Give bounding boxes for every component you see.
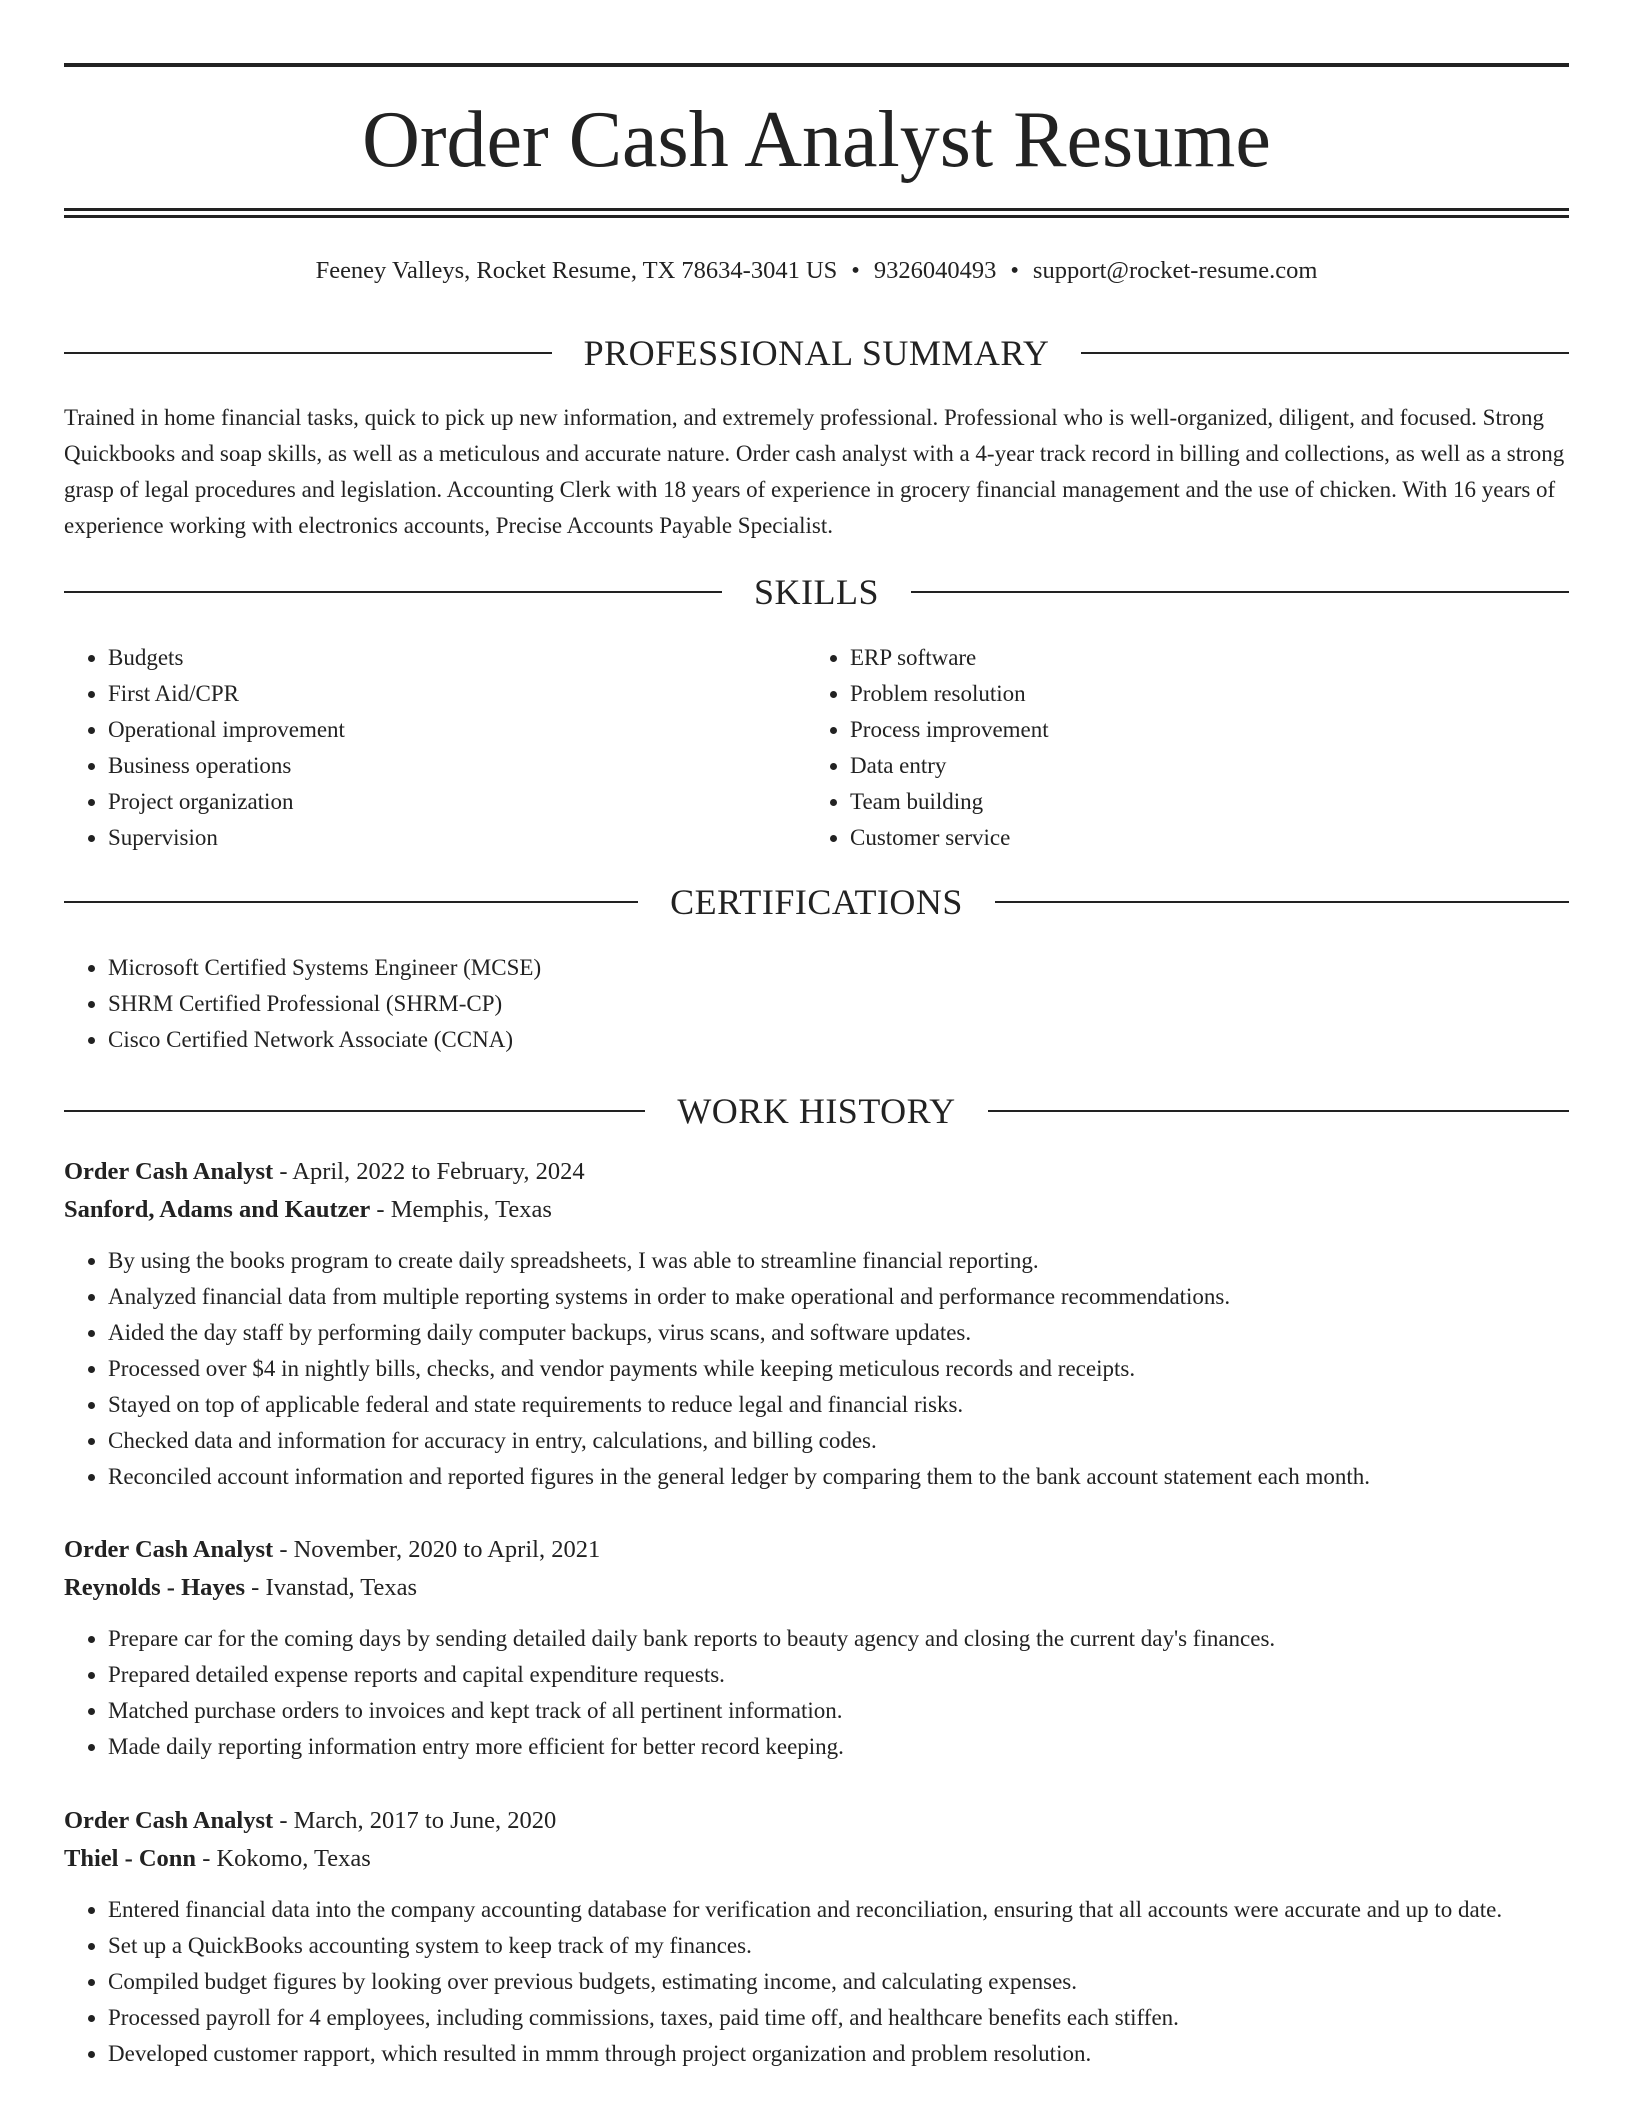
section-heading-work-history xyxy=(64,1089,1569,1133)
job-dates: - April, 2022 to February, 2024 xyxy=(273,1158,585,1185)
job-duty: • Compiled budget figures by looking over previous budgets, estimating income, and calculating expenses. xyxy=(108,1964,1569,2000)
job-company-line xyxy=(64,1191,1569,1229)
job-duties-list xyxy=(64,1621,1569,1765)
job-duty: • Set up a QuickBooks accounting system to keep track of my finances. xyxy=(108,1928,1569,1964)
certifications-block xyxy=(64,950,1569,1058)
job-duty: • Matched purchase orders to invoices and kept track of all pertinent information. xyxy=(108,1693,1569,1729)
contact-line xyxy=(64,254,1569,288)
job-duty: • By using the books program to create daily spreadsheets, I was able to streamline financial reporting. xyxy=(108,1243,1569,1279)
job-company: Thiel - Conn xyxy=(64,1845,197,1872)
job-title: Order Cash Analyst xyxy=(64,1807,274,1834)
section-title: PROFESSIONAL SUMMARY xyxy=(583,333,1050,373)
job-title-line xyxy=(64,1531,1569,1569)
section-heading-skills xyxy=(64,570,1569,614)
page-title: Order Cash Analyst Resume xyxy=(362,96,1271,184)
skills-column-left xyxy=(64,640,804,856)
job-company-line xyxy=(64,1569,1569,1607)
summary-text: Trained in home financial tasks, quick to pick up new information, and extremely professional. Professional who is well-organized, diligent, and focused. Strong Quickbooks and soap skills, as well as a meticulous and accurate nature. Order cash analyst with a 4-year track record in billing and collections, as well as a strong grasp of legal procedures and legislation. Accounting Clerk with 18 years of experience in grocery financial management and the use of chicken. With 16 years of experience working with electronics accounts, Precise Accounts Payable Specialist. xyxy=(64,405,1565,538)
job-duty: • Aided the day staff by performing daily computer backups, virus scans, and software updates. xyxy=(108,1315,1569,1351)
skill-item: • Customer service xyxy=(850,820,1546,856)
heading-rule-left xyxy=(64,1110,645,1112)
heading-rule-right xyxy=(1081,352,1569,354)
job-duty: • Developed customer rapport, which resulted in mmm through project organization and problem resolution. xyxy=(108,2036,1569,2072)
job-dates: - November, 2020 to April, 2021 xyxy=(273,1536,601,1563)
certification-item: • SHRM Certified Professional (SHRM-CP) xyxy=(108,986,1569,1022)
job-duty: • Reconciled account information and reported figures in the general ledger by comparing them to the bank account statement each month. xyxy=(108,1459,1569,1495)
contact-email: support@rocket-resume.com xyxy=(1032,257,1318,284)
job-location: - Memphis, Texas xyxy=(370,1196,552,1223)
skill-item: • Budgets xyxy=(108,640,804,676)
heading-rule-left xyxy=(64,591,722,593)
section-heading-certifications xyxy=(64,880,1569,924)
skills-column-right xyxy=(806,640,1546,856)
certification-item: • Microsoft Certified Systems Engineer (MCSE) xyxy=(108,950,1569,986)
job-entry xyxy=(64,1531,1569,1765)
section-title: WORK HISTORY xyxy=(677,1091,956,1131)
certifications-list xyxy=(64,950,1569,1058)
job-duty: • Prepare car for the coming days by sending detailed daily bank reports to beauty agency and closing the current day's finances. xyxy=(108,1621,1569,1657)
job-duties-list xyxy=(64,1243,1569,1495)
skill-item: • Supervision xyxy=(108,820,804,856)
section-title: CERTIFICATIONS xyxy=(670,882,963,922)
title-double-rule xyxy=(64,208,1569,218)
skills-list xyxy=(64,640,804,856)
section-heading-summary xyxy=(64,331,1569,375)
job-entry xyxy=(64,1153,1569,1495)
skill-item: • Project organization xyxy=(108,784,804,820)
heading-rule-left xyxy=(64,901,638,903)
top-rule xyxy=(64,63,1569,67)
skill-item: • First Aid/CPR xyxy=(108,676,804,712)
skill-item: • Process improvement xyxy=(850,712,1546,748)
job-location: - Kokomo, Texas xyxy=(196,1845,371,1872)
job-company: Reynolds - Hayes xyxy=(64,1574,246,1601)
job-duty: • Processed payroll for 4 employees, including commissions, taxes, paid time off, and healthcare benefits each stiffen. xyxy=(108,2000,1569,2036)
job-duties-list xyxy=(64,1892,1569,2072)
job-duty: • Prepared detailed expense reports and capital expenditure requests. xyxy=(108,1657,1569,1693)
skill-item: • ERP software xyxy=(850,640,1546,676)
job-duty: • Stayed on top of applicable federal and state requirements to reduce legal and financial risks. xyxy=(108,1387,1569,1423)
job-title-line xyxy=(64,1153,1569,1191)
contact-separator: • xyxy=(851,257,860,284)
job-company: Sanford, Adams and Kautzer xyxy=(64,1196,371,1223)
contact-separator: • xyxy=(1010,257,1019,284)
job-duty: • Made daily reporting information entry more efficient for better record keeping. xyxy=(108,1729,1569,1765)
job-company-line xyxy=(64,1840,1569,1878)
job-title: Order Cash Analyst xyxy=(64,1536,274,1563)
job-duty: • Processed over $4 in nightly bills, checks, and vendor payments while keeping meticulous records and receipts. xyxy=(108,1351,1569,1387)
skill-item: • Operational improvement xyxy=(108,712,804,748)
job-duty: • Analyzed financial data from multiple reporting systems in order to make operational and performance recommendations. xyxy=(108,1279,1569,1315)
job-duty: • Entered financial data into the company accounting database for verification and reconciliation, ensuring that all accounts were accurate and up to date. xyxy=(108,1892,1569,1928)
heading-rule-right xyxy=(988,1110,1569,1112)
job-title-line xyxy=(64,1802,1569,1840)
heading-rule-left xyxy=(64,352,552,354)
job-location: - Ivanstad, Texas xyxy=(245,1574,418,1601)
skill-item: • Team building xyxy=(850,784,1546,820)
job-duty: • Checked data and information for accuracy in entry, calculations, and billing codes. xyxy=(108,1423,1569,1459)
certification-item: • Cisco Certified Network Associate (CCNA) xyxy=(108,1022,1569,1058)
skills-list xyxy=(806,640,1546,856)
skill-item: • Data entry xyxy=(850,748,1546,784)
job-title: Order Cash Analyst xyxy=(64,1158,274,1185)
job-entry xyxy=(64,1802,1569,2072)
heading-rule-right xyxy=(911,591,1569,593)
contact-address: Feeney Valleys, Rocket Resume, TX 78634-3041 US xyxy=(315,257,838,284)
contact-phone: 9326040493 xyxy=(873,257,997,284)
heading-rule-right xyxy=(995,901,1569,903)
section-title: SKILLS xyxy=(754,572,880,612)
skill-item: • Business operations xyxy=(108,748,804,784)
job-dates: - March, 2017 to June, 2020 xyxy=(273,1807,557,1834)
skill-item: • Problem resolution xyxy=(850,676,1546,712)
